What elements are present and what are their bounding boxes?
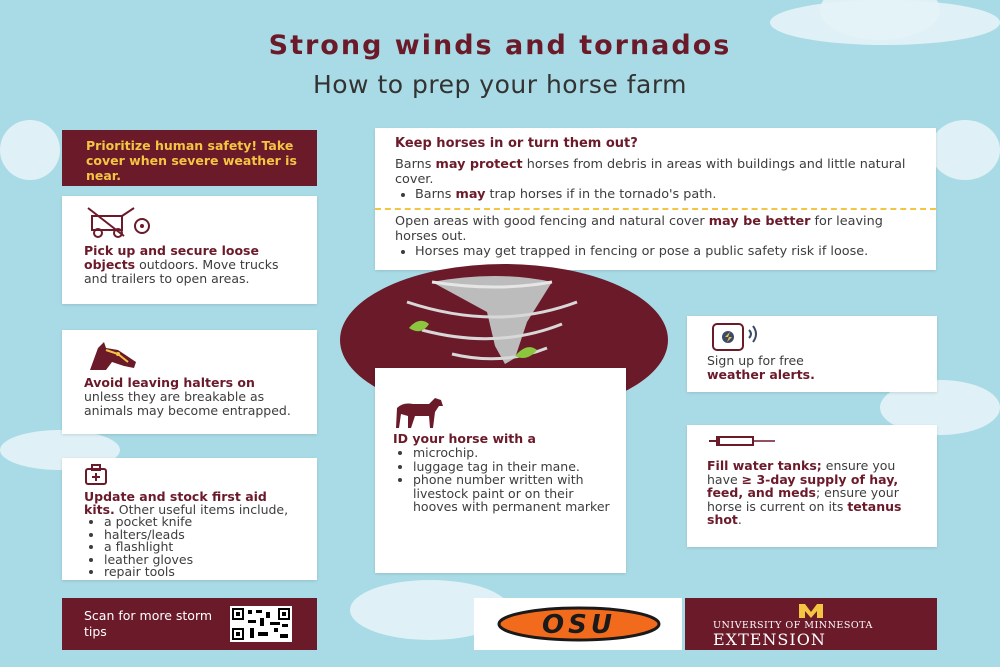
open-areas-text-c: for leaving horses out. <box>395 214 883 244</box>
secure-objects-text: outdoors. Move trucks and trailers to open areas. <box>84 257 279 286</box>
page-title: Strong winds and tornados <box>268 30 732 61</box>
list-item: • Horses may get trapped in fencing or pose a public safety risk if loose. <box>415 244 920 259</box>
list-item: • microchip. <box>413 446 612 460</box>
water-text-2: ; ensure your horse is current on its <box>707 485 899 514</box>
syringe-icon <box>707 433 777 449</box>
water-bold-1: Fill water tanks; <box>707 458 822 473</box>
list-item: • a flashlight <box>104 541 301 554</box>
osu-logo-panel <box>474 598 682 650</box>
list-item: • halters/leads <box>104 529 301 542</box>
list-item: • luggage tag in their mane. <box>413 460 612 474</box>
water-tanks-card <box>687 425 937 547</box>
scan-banner <box>62 598 317 650</box>
barns-may-protect: may protect <box>435 157 523 172</box>
phone-alert-icon <box>707 322 767 354</box>
secure-objects-card <box>62 196 317 304</box>
list-item: • repair tools <box>104 566 301 579</box>
first-aid-card <box>62 458 317 580</box>
umn-line2: EXTENSION <box>713 630 826 649</box>
barns-text-c: horses from debris in areas with buildings and little natural cover. <box>395 157 906 187</box>
list-item: • a pocket knife <box>104 516 301 529</box>
scan-text: Scan for more storm tips <box>84 608 213 639</box>
keep-or-turnout-card <box>375 128 936 270</box>
weather-alerts-card <box>687 316 937 392</box>
umn-m-icon <box>797 602 825 620</box>
water-text-3: . <box>737 512 742 527</box>
id-horse-card <box>375 368 626 573</box>
first-aid-bold: Update and stock first aid kits. <box>84 489 267 517</box>
qr-code-icon[interactable] <box>230 606 292 642</box>
human-safety-banner <box>62 130 317 186</box>
bullet-text: trap horses if in the tornado's path. <box>489 187 717 202</box>
first-aid-kit-icon <box>84 464 108 486</box>
list-item: • phone number written with livestock paint or on their hooves with permanent marker <box>413 473 612 514</box>
umn-line1: UNIVERSITY OF MINNESOTA <box>713 620 873 631</box>
may-be-better: may be better <box>708 214 811 229</box>
open-areas-text: Open areas with good fencing and natural cover <box>395 214 705 229</box>
water-bold-2: ≥ 3-day supply of hay, feed, and meds <box>707 471 899 500</box>
dashed-divider <box>375 208 936 210</box>
alerts-bold: weather alerts. <box>707 367 815 382</box>
mower-icon <box>84 206 156 240</box>
bullet-bold: may <box>455 187 486 202</box>
halters-text: unless they are breakable as animals may become entrapped. <box>84 389 291 418</box>
barns-text-a: Barns <box>395 157 432 172</box>
water-bold-3: tetanus shot <box>707 498 902 527</box>
alerts-pre-text: Sign up for free <box>707 353 804 368</box>
horse-halter-icon <box>84 340 144 372</box>
list-item: • leather gloves <box>104 554 301 567</box>
halters-bold: Avoid leaving halters on <box>84 375 255 390</box>
first-aid-text: Other useful items include, <box>118 502 289 517</box>
halters-card <box>62 330 317 434</box>
list-item <box>415 187 920 202</box>
osu-logo-text: OSU <box>542 610 616 640</box>
secure-objects-bold: Pick up and secure loose objects <box>84 243 259 272</box>
water-text-1: ensure you have <box>707 458 896 487</box>
human-safety-text: Prioritize human safety! Take cover when severe weather is near. <box>86 138 297 183</box>
umn-extension-logo[interactable] <box>685 598 937 650</box>
id-horse-heading: ID your horse with a <box>393 431 536 446</box>
keep-or-turnout-heading: Keep horses in or turn them out? <box>395 136 638 151</box>
osu-logo[interactable] <box>494 604 664 644</box>
horse-icon <box>393 394 445 430</box>
page-subtitle: How to prep your horse farm <box>312 70 688 99</box>
bullet-text: Barns <box>415 187 452 202</box>
first-aid-list <box>84 516 301 579</box>
